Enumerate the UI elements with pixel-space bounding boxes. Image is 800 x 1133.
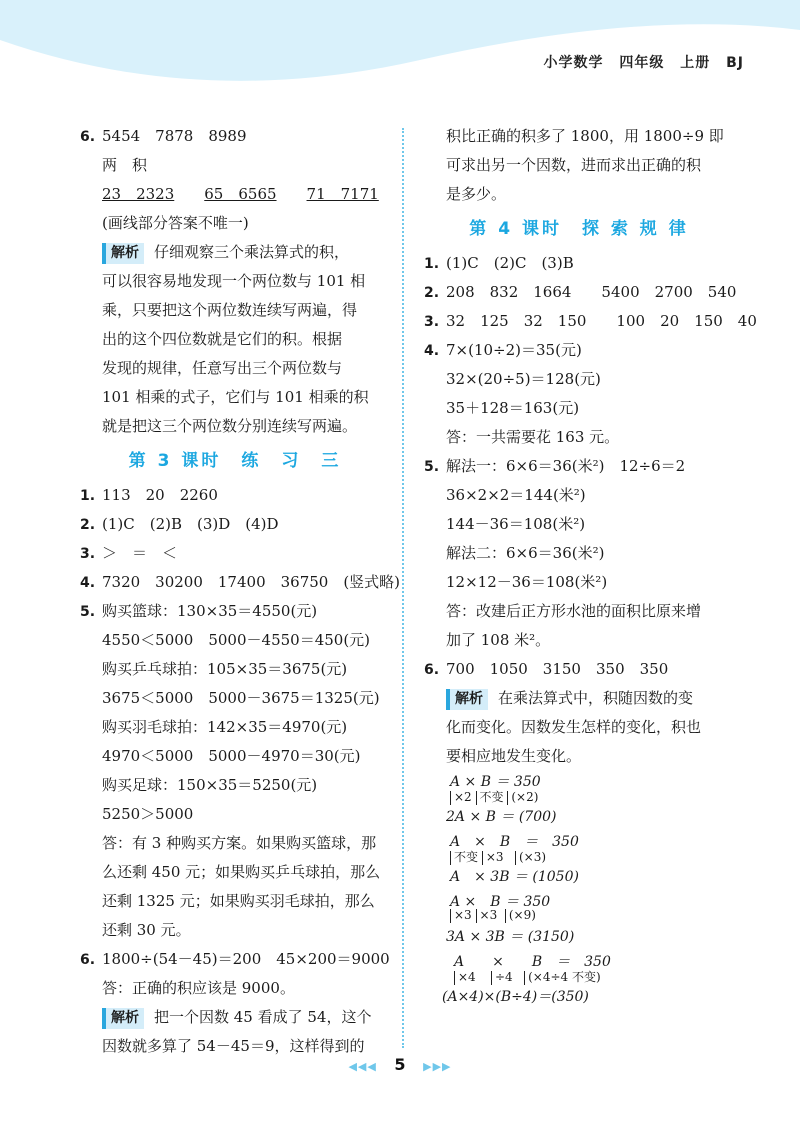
analysis-line: 解析 仔细观察三个乘法算式的积， — [80, 238, 390, 267]
analysis-line: 积比正确的积多了 1800，用 1800÷9 即 — [446, 127, 724, 145]
analysis-line: 解析 把一个因数 45 看成了 54，这个 — [80, 1003, 390, 1032]
answer-line: 还剩 30 元。 — [102, 921, 191, 939]
analysis-line: 是多少。 — [446, 185, 507, 203]
answer-line: 144－36＝108(米²) — [446, 515, 586, 533]
answer-line: 4970＜5000 5000－4970＝30(元) — [102, 747, 361, 765]
analysis-line: 出的这个四位数就是它们的积。根据 — [102, 330, 343, 348]
left-arrows-decoration: ◀◀◀ — [348, 1060, 377, 1073]
answer-line: 答：一共需要花 163 元。 — [446, 428, 620, 446]
answer-line: 还剩 1325 元；如果购买羽毛球拍，那么 — [102, 892, 375, 910]
factor-change-diagram: A × B ＝ 350 不变 ×3 (×3) A × 3B ＝ (1050) — [450, 834, 579, 885]
section-title: 第 4 课时 探 索 规 律 — [469, 219, 689, 239]
analysis-tag: 解析 — [102, 243, 144, 264]
header-subject: 小学数学 — [543, 55, 604, 71]
section-title: 第 3 课时 练 习 三 — [128, 451, 342, 471]
answer-item: 3. 32 125 32 150 100 20 150 40 — [424, 312, 757, 330]
answer-line: 购买羽毛球拍：142×35＝4970(元) — [102, 718, 348, 736]
answer-line: 答：改建后正方形水池的面积比原来增 — [446, 602, 702, 620]
answer-item: 1. 113 20 2260 — [80, 486, 218, 504]
answer-line: 3675＜5000 5000－3675＝1325(元) — [102, 689, 380, 707]
answer-item: 1. (1)C (2)C (3)B — [424, 254, 574, 272]
answer-line: 答：正确的积应该是 9000。 — [102, 979, 295, 997]
answer-item: 5. 购买篮球：130×35＝4550(元) — [80, 602, 318, 620]
page-footer — [0, 1055, 800, 1074]
header-grade: 四年级 — [619, 55, 665, 71]
column-divider — [402, 128, 404, 1048]
answer-line: 12×12－36＝108(米²) — [446, 573, 608, 591]
answer-item: 6. 5454 7878 8989 — [80, 127, 247, 145]
answer-line: 加了 108 米²。 — [446, 631, 551, 649]
answer-line: 答：有 3 种购买方案。如果购买篮球，那 — [102, 834, 377, 852]
answer-item: 6. 1800÷(54－45)＝200 45×200＝9000 — [80, 950, 390, 968]
factor-change-diagram: A × B ＝ 350 ×3 ×3 (×9) 3A × 3B ＝ (3150) — [446, 894, 575, 945]
factor-change-diagram: A × B ＝ 350 ×2 不变 (×2) 2A × B ＝ (700) — [446, 774, 557, 825]
answer-line: 购买足球：150×35＝5250(元) — [102, 776, 318, 794]
analysis-line: 要相应地发生变化。 — [446, 747, 582, 765]
analysis-tag: 解析 — [446, 689, 488, 710]
analysis-line: 乘，只要把这个两位数连续写两遍，得 — [102, 301, 358, 319]
answer-line: 4550＜5000 5000－4550＝450(元) — [102, 631, 371, 649]
left-column — [80, 122, 401, 1061]
answer-line: 32×(20÷5)＝128(元) — [446, 370, 601, 388]
answer-item: 3. ＞ ＝ ＜ — [80, 544, 178, 562]
underlined-answers: 23 2323 65 6565 71 7171 — [102, 185, 379, 203]
answer-line: 5250＞5000 — [102, 805, 194, 823]
right-column — [424, 122, 757, 1005]
analysis-line: 因数就多算了 54－45＝9，这样得到的 — [102, 1037, 365, 1055]
answer-line: 解法二：6×6＝36(米²) — [446, 544, 605, 562]
answer-line: 两 积 — [102, 156, 148, 174]
page-number: 5 — [394, 1055, 406, 1074]
answer-line: 么还剩 450 元；如果购买乒乓球拍，那么 — [102, 863, 381, 881]
analysis-line: 就是把这三个两位数分别连续写两遍。 — [102, 417, 358, 435]
answer-item: 2. (1)C (2)B (3)D (4)D — [80, 515, 279, 533]
analysis-line: 101 相乘的式子，它们与 101 相乘的积 — [102, 388, 369, 406]
answer-note: (画线部分答案不唯一) — [102, 214, 249, 232]
header-edition: BJ — [726, 55, 744, 71]
answer-line: 35＋128＝163(元) — [446, 399, 580, 417]
analysis-line: 可以很容易地发现一个两位数与 101 相 — [102, 272, 366, 290]
answer-item: 6. 700 1050 3150 350 350 — [424, 660, 669, 678]
header-volume: 上册 — [680, 55, 711, 71]
analysis-line: 发现的规律，任意写出三个两位数与 — [102, 359, 343, 377]
answer-line: 36×2×2＝144(米²) — [446, 486, 586, 504]
factor-change-diagram: A × B ＝ 350 ×4 ÷4 (×4÷4 不变) (A×4)×(B÷4)＝(350) — [442, 954, 611, 1005]
analysis-line: 化而变化。因数发生怎样的变化，积也 — [446, 718, 702, 736]
answer-line: 购买乒乓球拍：105×35＝3675(元) — [102, 660, 348, 678]
answer-item: 4. 7320 30200 17400 36750 (竖式略) — [80, 573, 401, 591]
answer-item: 5. 解法一：6×6＝36(米²) 12÷6＝2 — [424, 457, 686, 475]
answer-item: 4. 7×(10÷2)＝35(元) — [424, 341, 582, 359]
right-arrows-decoration: ▶▶▶ — [423, 1060, 452, 1073]
analysis-line: 可求出另一个因数，进而求出正确的积 — [446, 156, 702, 174]
analysis-line: 解析 在乘法算式中，积随因数的变 — [424, 684, 734, 713]
analysis-tag: 解析 — [102, 1008, 144, 1029]
book-header — [543, 52, 744, 72]
answer-item: 2. 208 832 1664 5400 2700 540 — [424, 283, 737, 301]
